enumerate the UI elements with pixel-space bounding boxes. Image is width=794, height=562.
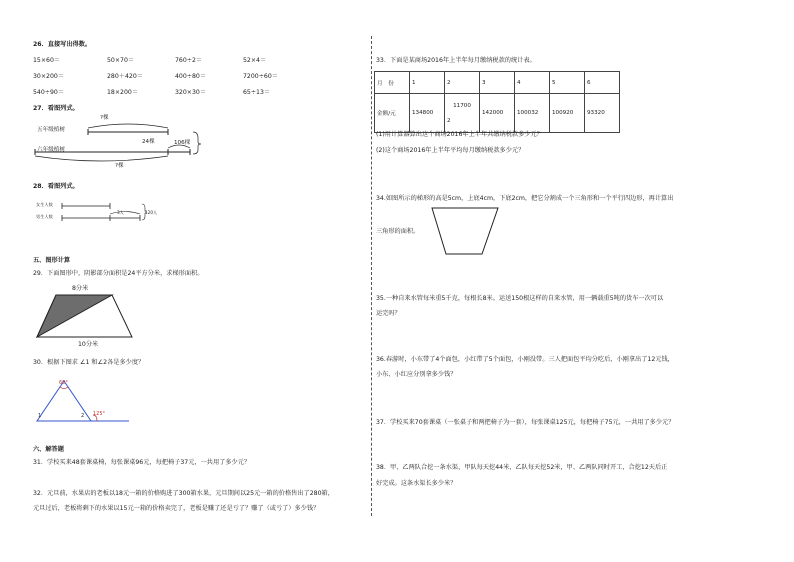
- q29-text: 29．下面图形中，阴影部分面积是24平方分米，求梯形面积。: [33, 270, 204, 277]
- table-header-cell: 4: [515, 72, 550, 94]
- table-cell-line1: 11700: [453, 102, 471, 109]
- q28-diff-label: 3人: [117, 210, 124, 215]
- q33-text: 33．下面是某商场2016年上半年每月缴纳税款的统计表。: [376, 57, 536, 64]
- table-header-cell: 月 份: [375, 72, 410, 94]
- table-cell-line2: 2: [447, 117, 451, 124]
- q32-text-line2: 元旦过后，老板将剩下的水果以15元一箱的价格卖完了，老板是赚了还是亏了？赚了（或亏了）多少钱？: [33, 505, 320, 512]
- table-header-cell: 2: [445, 72, 480, 94]
- q36-text-line2: 小东、小红应分别拿多少钱？: [376, 371, 457, 378]
- q30-text: 30．根据下图求 ∠1 和∠2各是多少度？: [33, 359, 145, 366]
- q29-top-label: 8分米: [72, 285, 89, 292]
- q33-sub1: (1)用计算器算出这个商场2016年上半年共缴纳税款多少元？: [376, 131, 543, 138]
- q26-cell: 540÷90＝: [33, 89, 65, 96]
- q34-text-line2: 三角形的面积。: [376, 228, 420, 235]
- section5-heading: 五、图形计算: [33, 257, 71, 264]
- q33-tax-table: [374, 71, 620, 133]
- table-header-cell: 6: [585, 72, 620, 94]
- table-header-cell: 5: [550, 72, 585, 94]
- q28-boys-label: 男生人数: [36, 214, 53, 219]
- q27-diff-label: 24棵: [142, 139, 155, 145]
- q27-bottom-label: ?棵: [115, 163, 124, 169]
- q35-text-line1: 35.一种自来水管每米重5千克，每根长8米。运送150根这样的自来水管，用一辆载重5吨的货车一次可以: [376, 295, 664, 302]
- q32-text-line1: 32．元旦前，水果店的老板以18元一箱的价格购进了300箱水果，元旦期间以25元一箱的价格售出了280箱，: [33, 490, 334, 497]
- table-cell: [445, 94, 480, 133]
- q26-cell: 15×60＝: [33, 57, 61, 64]
- q27-row1-label: 五年级植树: [37, 127, 65, 133]
- table-row-label: 金额/元: [375, 94, 410, 133]
- column-divider: [371, 36, 372, 516]
- table-header-cell: 1: [410, 72, 445, 94]
- q34-text-line1: 34.如图所示的梯形的高是5cm，上底4cm，下底2cm，把它分割成一个三角形和一个平行四边形，再计算出: [376, 195, 674, 202]
- q28-total-label: 120人: [145, 210, 158, 215]
- q26-cell: 7200÷60＝: [243, 73, 278, 80]
- table-cell: 100032: [515, 94, 550, 133]
- q27-row2-label: 六年级植树: [37, 147, 65, 153]
- table-row: [375, 94, 620, 133]
- q26-cell: 30×200＝: [33, 73, 65, 80]
- q26-cell: 320×30＝: [175, 89, 207, 96]
- table-cell: 142000: [480, 94, 515, 133]
- table-row: [375, 72, 620, 94]
- q26-cell: 65÷13＝: [243, 89, 271, 96]
- q36-text-line1: 36.春游时，小东带了4个面包，小红带了5个面包，小刚没带。三人把面包平均分吃后，小刚拿出了12元钱，: [376, 356, 674, 363]
- q27-total-label: 106棵: [174, 140, 191, 146]
- q38-text-line1: 38．甲、乙两队合挖一条水渠，甲队每天挖44米，乙队每天挖52米，甲、乙两队同时开工，合挖12天后正: [376, 464, 668, 471]
- q34-trapezoid-figure: [430, 206, 502, 258]
- q26-cell: 760÷2＝: [175, 57, 203, 64]
- q29-trapezoid-figure: [35, 290, 145, 340]
- table-cell: 134800: [410, 94, 445, 133]
- table-header-cell: 3: [480, 72, 515, 94]
- q37-text: 37．学校买来70套课桌（一张桌子和两把椅子为一套），每张课桌125元，每把椅子75元，一共用了多少元？: [376, 419, 675, 426]
- table-cell: 93320: [585, 94, 620, 133]
- q33-sub2: (2)这个商场2016年上半年平均每月缴纳税款多少元？: [376, 147, 525, 154]
- q30-angle2-label: 2: [81, 413, 85, 419]
- q35-text-line2: 运完吗？: [376, 310, 401, 317]
- q27-title: 27．看图列式。: [33, 105, 79, 112]
- q26-cell: 50×70＝: [107, 57, 135, 64]
- q28-title: 28．看图列式。: [33, 183, 79, 190]
- q31-text: 31．学校买来48套课桌椅，每张课桌96元，每把椅子37元，一共用了多少元？: [33, 459, 251, 466]
- q26-cell: 18×200＝: [107, 89, 139, 96]
- q30-angle1-label: 1: [38, 413, 42, 419]
- q29-bottom-label: 10分米: [78, 341, 99, 348]
- q28-girls-label: 女生人数: [36, 202, 53, 207]
- q26-cell: 280＋420＝: [107, 73, 143, 80]
- q27-top-label: ?棵: [100, 115, 109, 121]
- q30-angle-ext-label: 125°: [93, 411, 106, 417]
- q26-cell: 52×4＝: [243, 57, 267, 64]
- q26-cell: 400÷80＝: [175, 73, 207, 80]
- section6-heading: 六、解答题: [33, 446, 64, 453]
- q30-angle-top-label: 60°: [59, 380, 68, 386]
- q38-text-line2: 好完成。这条水渠长多少米？: [376, 480, 457, 487]
- table-cell: 100920: [550, 94, 585, 133]
- q26-title: 26．直接写出得数。: [33, 41, 92, 48]
